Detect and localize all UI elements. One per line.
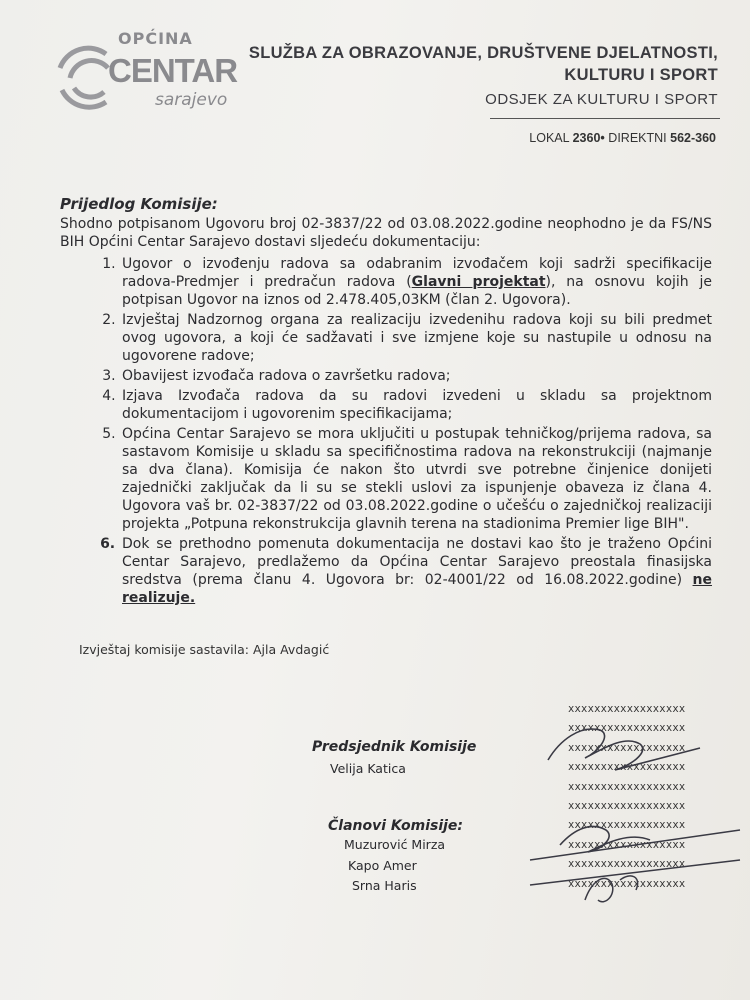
redaction-line: xxxxxxxxxxxxxxxxxx xyxy=(568,877,686,890)
logo-sarajevo: sarajevo xyxy=(155,90,228,110)
glavni-projektat: Glavni projektat xyxy=(411,274,546,290)
direktni-value: 562-360 xyxy=(670,131,716,145)
redaction-line: xxxxxxxxxxxxxxxxxx xyxy=(568,722,686,735)
member-name: Kapo Amer xyxy=(348,858,417,873)
member-name: Srna Haris xyxy=(352,878,417,893)
member-name: Muzurović Mirza xyxy=(344,837,446,852)
list-item: 4. Izjava Izvođača radova da su radovi izvedeni u skladu sa projektnom dokumentacijom i ugovorenim specifikacijama; xyxy=(120,387,712,423)
logo-opcina: OPĆINA xyxy=(118,29,193,48)
list-item: 6. Dok se prethodno pomenuta dokumentacija ne dostavi kao što je traženo Općini Centar Sarajevo, predlažemo da Općina Centar Sarajevo preostala finasijska sredstva (prema članu 4. Ugovora br: 02-4001/22 od 16.08.2022.godine) ne realizuje. xyxy=(120,535,712,607)
redaction-line: xxxxxxxxxxxxxxxxxx xyxy=(568,819,686,832)
redaction-line: xxxxxxxxxxxxxxxxxx xyxy=(568,703,686,715)
contact-line: LOKAL 2360• DIREKTNI 562-360 xyxy=(529,131,716,145)
header-line-1: SLUŽBA ZA OBRAZOVANJE, DRUŠTVENE DJELATNOSTI, xyxy=(248,44,718,62)
lokal-value: 2360 xyxy=(572,131,601,145)
document-title: Prijedlog Komisije: xyxy=(60,195,218,213)
list-item: 5. Općina Centar Sarajevo se mora uključiti u postupak tehničkog/prijema radova, sa sastavom Komisije u skladu sa specifičnostima radova na rekonstrukciji (najmanje sa dva člana). Komisija će nakon što utvrdi sve potrebne činjenice donijeti zajednički zaključak da li su se stekli uslovi za ispunjenje obaveza iz člana 4. Ugovora vaš br. 02-3837/22 od 03.08.2022.godine o učešću o zajedničkoj realizaciji projekta „Potpuna rekonstrukcija glavnih terena na stadionima Premier lige BIH". xyxy=(120,425,712,533)
redaction-line: xxxxxxxxxxxxxxxxxx xyxy=(568,800,686,813)
redaction-line: xxxxxxxxxxxxxxxxxx xyxy=(568,838,686,851)
president-title: Predsjednik Komisije xyxy=(312,739,477,755)
president-name: Velija Katica xyxy=(330,761,406,776)
redaction-line: xxxxxxxxxxxxxxxxxx xyxy=(568,741,686,754)
logo-centar: CENTAR xyxy=(108,52,238,89)
list-item: 3. Obavijest izvođača radova o završetku radova; xyxy=(120,367,712,385)
report-author: Izvještaj komisije sastavila: Ajla Avdagić xyxy=(79,642,330,657)
redaction-line: xxxxxxxxxxxxxxxxxx xyxy=(568,858,686,871)
list-item: 2. Izvještaj Nadzornog organa za realizaciju izvedenihu radova koji su bili predmet ovog ugovora, a koji će sadžavati i sve izmjene koje su nastupile u odnosu na ugovorene radove; xyxy=(120,311,712,365)
header-line-3: ODSJEK ZA KULTURU I SPORT xyxy=(485,91,718,108)
header-line-2: KULTURU I SPORT xyxy=(564,66,718,84)
redaction-line: xxxxxxxxxxxxxxxxxx xyxy=(568,780,686,793)
members-title: Članovi Komisije: xyxy=(328,818,464,834)
ne-realizuje: ne realizuje. xyxy=(122,572,712,606)
lokal-label: LOKAL xyxy=(529,131,570,145)
list-item: 1. Ugovor o izvođenju radova sa odabranim izvođačem koji sadrži specifikacije radova-Predmjer i predračun radova (Glavni projektat), na osnovu kojih je potpisan Ugovor na iznos od 2.478.405,03KM (član 2. Ugovora). xyxy=(120,255,712,309)
direktni-label: DIREKTNI xyxy=(608,131,667,145)
intro-paragraph: Shodno potpisanom Ugovoru broj 02-3837/22 od 03.08.2022.godine neophodno je da FS/NS BIH Općini Centar Sarajevo dostavi sljedeću dokumentaciju: xyxy=(60,216,712,250)
redaction-line: xxxxxxxxxxxxxxxxxx xyxy=(568,761,686,774)
